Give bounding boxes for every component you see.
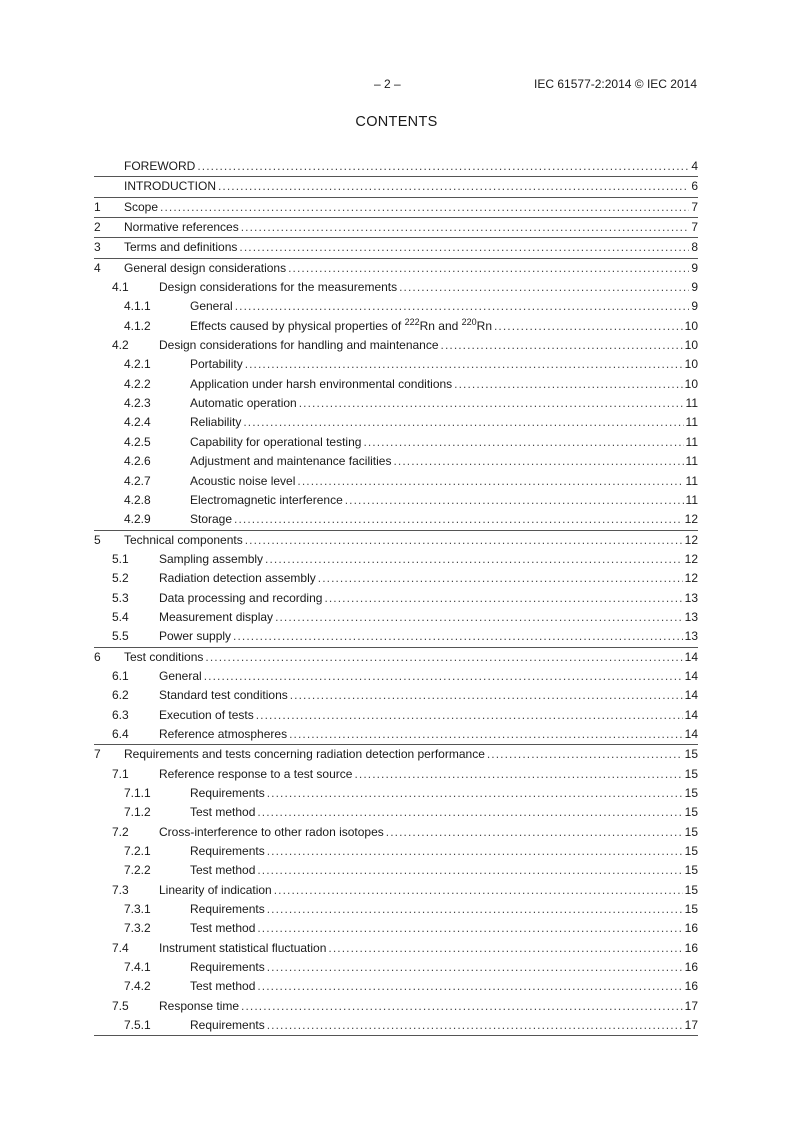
toc-entry-number: 6	[94, 649, 101, 664]
toc-entry-number: 7.4.1	[124, 960, 151, 975]
toc-entry-page: 13	[684, 629, 698, 644]
toc-entry[interactable]	[94, 452, 698, 471]
toc-entry-page: 17	[684, 998, 698, 1013]
toc-entry[interactable]	[94, 394, 698, 413]
toc-entry-label: Requirements	[190, 1018, 265, 1033]
toc-entry-page: 11	[685, 415, 698, 430]
toc-entry-label: Test conditions	[124, 649, 204, 664]
toc-entry-number: 7.1.1	[124, 786, 151, 800]
toc-entry-number: 5.3	[112, 590, 129, 605]
toc-entry-page: 16	[684, 979, 698, 994]
toc-entry[interactable]	[94, 881, 698, 900]
toc-entry-page: 11	[685, 434, 698, 449]
toc-entry[interactable]	[94, 589, 698, 608]
toc-entry-number: 4.2.1	[124, 357, 151, 372]
toc-entry-number: 4.2.6	[124, 454, 151, 469]
toc-entry-number: 4.2.2	[124, 376, 151, 391]
toc-entry-page: 10	[684, 318, 698, 333]
toc-entry[interactable]	[94, 531, 698, 550]
toc-entry-page: 15	[684, 844, 698, 859]
toc-entry[interactable]	[94, 297, 698, 316]
toc-entry-label: Terms and definitions	[124, 240, 238, 255]
toc-entry-label: Test method	[190, 863, 256, 878]
toc-entry-label: Requirements	[190, 844, 265, 859]
toc-dot-leader	[239, 238, 689, 257]
toc-entry-number: 5.1	[112, 551, 129, 566]
toc-entry-number: 4.2.5	[124, 434, 151, 449]
toc-entry-label: Reference response to a test source	[159, 766, 353, 781]
toc-dot-leader	[241, 218, 690, 237]
toc-dot-leader	[487, 745, 683, 764]
toc-entry-page: 13	[684, 609, 698, 624]
toc-entry-number: 6.1	[112, 668, 129, 683]
toc-entry[interactable]	[94, 510, 698, 530]
toc-dot-leader	[218, 177, 689, 196]
toc-dot-leader	[290, 686, 683, 705]
superscript-mass-number: 222	[404, 316, 420, 327]
toc-dot-leader	[274, 881, 683, 900]
toc-entry-page: 12	[684, 512, 698, 527]
toc-entry-page: 10	[684, 338, 698, 353]
toc-entry-page: 14	[684, 707, 698, 722]
toc-dot-leader	[267, 900, 683, 919]
toc-entry-page: 11	[685, 454, 698, 469]
toc-entry[interactable]	[94, 842, 698, 861]
toc-entry[interactable]	[94, 218, 698, 238]
toc-entry-page: 15	[684, 824, 698, 839]
toc-dot-leader	[241, 997, 683, 1016]
toc-entry-label: Application under harsh environmental conditions	[190, 376, 453, 391]
toc-dot-leader	[318, 569, 683, 588]
toc-entry[interactable]	[94, 745, 698, 764]
toc-dot-leader	[393, 452, 683, 471]
toc-entry-number: 5.4	[112, 609, 129, 624]
toc-entry-page: 12	[684, 571, 698, 586]
toc-dot-leader	[205, 648, 682, 667]
toc-entry-label: Requirements	[190, 902, 265, 917]
toc-entry[interactable]	[94, 550, 698, 569]
toc-entry-page: 4	[691, 159, 698, 173]
toc-entry-number: 5.5	[112, 629, 129, 644]
toc-dot-leader	[204, 667, 683, 686]
toc-entry-number: 4.1	[112, 280, 129, 295]
toc-entry[interactable]	[94, 569, 698, 588]
toc-entry[interactable]	[94, 667, 698, 686]
toc-entry[interactable]	[94, 177, 698, 197]
page-number: – 2 –	[374, 77, 401, 91]
toc-entry-label: Sampling assembly	[159, 551, 264, 566]
toc-entry-number: 7.3.1	[124, 902, 151, 917]
toc-entry[interactable]	[94, 433, 698, 452]
toc-entry-label: Data processing and recording	[159, 590, 323, 605]
toc-entry[interactable]	[94, 803, 698, 822]
toc-entry[interactable]	[94, 861, 698, 880]
toc-entry-page: 16	[684, 940, 698, 955]
toc-entry-number: 7.5.1	[124, 1018, 151, 1033]
toc-dot-leader	[354, 765, 682, 784]
toc-entry-number: 4	[94, 260, 101, 275]
toc-entry[interactable]	[94, 706, 698, 725]
toc-entry-number: 2	[94, 220, 101, 235]
toc-entry-label: Storage	[190, 512, 233, 527]
toc-dot-leader	[494, 317, 683, 336]
toc-entry-label: Capability for operational testing	[190, 434, 362, 449]
toc-entry[interactable]	[94, 939, 698, 958]
toc-dot-leader	[288, 259, 689, 278]
toc-entry-page: 16	[684, 921, 698, 936]
toc-entry-number: 4.2.3	[124, 396, 151, 411]
toc-entry-label: FOREWORD	[124, 159, 196, 173]
toc-entry-page: 15	[684, 786, 698, 800]
toc-entry-label: Measurement display	[159, 609, 274, 624]
toc-dot-leader	[234, 510, 683, 529]
toc-entry-number: 7.1	[112, 766, 129, 781]
table-of-contents	[94, 157, 698, 1036]
toc-entry-page: 14	[684, 668, 698, 683]
toc-entry-label: Acoustic noise level	[190, 473, 296, 488]
toc-entry-number: 7.3.2	[124, 921, 151, 936]
toc-entry[interactable]	[94, 238, 698, 258]
toc-dot-leader	[160, 198, 689, 217]
toc-entry-label: Requirements and tests concerning radiation detection performance	[124, 747, 485, 762]
toc-entry-number: 7.2	[112, 824, 129, 839]
toc-dot-leader	[256, 706, 683, 725]
toc-entry-number: 7.4	[112, 940, 129, 955]
toc-entry[interactable]	[94, 784, 698, 803]
toc-entry[interactable]	[94, 472, 698, 491]
toc-entry-label: Normative references	[124, 220, 239, 235]
toc-entry-label: Requirements	[190, 960, 265, 975]
toc-entry-label: Reference atmospheres	[159, 726, 288, 741]
toc-dot-leader	[245, 355, 683, 374]
toc-entry-label: Radiation detection assembly	[159, 571, 316, 586]
toc-entry-number: 4.2.4	[124, 415, 151, 430]
toc-dot-leader	[275, 608, 683, 627]
toc-entry-number: 3	[94, 240, 101, 255]
toc-dot-leader	[197, 157, 689, 176]
toc-entry-label: Standard test conditions	[159, 688, 288, 703]
toc-dot-leader	[345, 491, 684, 510]
toc-entry-label: General	[159, 668, 202, 683]
toc-entry-page: 12	[684, 532, 698, 547]
toc-entry-number: 7.4.2	[124, 979, 151, 994]
toc-dot-leader	[363, 433, 683, 452]
toc-entry-number: 4.1.2	[124, 318, 151, 333]
toc-entry[interactable]	[94, 375, 698, 394]
toc-entry-label: Response time	[159, 998, 240, 1013]
toc-entry-page: 7	[691, 220, 698, 235]
toc-entry-number: 6.2	[112, 688, 129, 703]
toc-entry-number: 4.1.1	[124, 299, 151, 314]
toc-entry-label: Requirements	[190, 786, 265, 800]
toc-entry-label: INTRODUCTION	[124, 179, 216, 194]
toc-entry[interactable]	[94, 259, 698, 278]
toc-dot-leader	[297, 472, 683, 491]
toc-entry-label: Design considerations for the measurements	[159, 280, 398, 295]
toc-entry-page: 12	[684, 551, 698, 566]
toc-entry-page: 11	[685, 473, 698, 488]
toc-entry-label: Cross-interference to other radon isotopes	[159, 824, 384, 839]
toc-entry[interactable]	[94, 725, 698, 745]
toc-entry-number: 4.2.7	[124, 473, 151, 488]
toc-entry[interactable]	[94, 648, 698, 667]
toc-entry-label: Adjustment and maintenance facilities	[190, 454, 392, 469]
toc-entry-label: Test method	[190, 805, 256, 820]
toc-entry-number: 5.2	[112, 571, 129, 586]
toc-dot-leader	[265, 550, 683, 569]
toc-entry-page: 11	[685, 492, 698, 507]
toc-entry-page: 15	[684, 902, 698, 917]
toc-entry-page: 17	[684, 1018, 698, 1033]
toc-entry-page: 14	[684, 688, 698, 703]
toc-entry-number: 7.3	[112, 882, 129, 897]
toc-entry-page: 15	[684, 863, 698, 878]
toc-entry-label: Design considerations for handling and maintenance	[159, 338, 439, 353]
toc-dot-leader	[243, 413, 683, 432]
toc-entry-page: 15	[684, 805, 698, 820]
toc-entry-page: 6	[691, 179, 698, 194]
toc-entry-page: 15	[684, 747, 698, 762]
toc-entry-label: Electromagnetic interference	[190, 492, 343, 507]
toc-entry-number: 7.5	[112, 998, 129, 1013]
toc-entry[interactable]	[94, 491, 698, 510]
toc-entry-label: Technical components	[124, 532, 243, 547]
toc-entry-page: 15	[684, 882, 698, 897]
toc-entry[interactable]	[94, 413, 698, 432]
toc-dot-leader	[267, 958, 683, 977]
toc-entry-label: Automatic operation	[190, 396, 297, 411]
toc-dot-leader	[235, 297, 690, 316]
toc-entry-label: General design considerations	[124, 260, 287, 275]
document-reference: IEC 61577-2:2014 © IEC 2014	[534, 77, 697, 91]
toc-entry-page: 7	[691, 199, 698, 214]
toc-entry[interactable]	[94, 157, 698, 177]
toc-entry-number: 7.1.2	[124, 805, 151, 820]
toc-entry-number: 6.4	[112, 726, 129, 741]
toc-entry-number: 4.2.8	[124, 492, 151, 507]
toc-entry-page: 13	[684, 590, 698, 605]
toc-entry-page: 8	[691, 240, 698, 255]
toc-entry-label: Scope	[124, 199, 159, 214]
toc-entry-label: General	[190, 299, 233, 314]
toc-entry-label: Effects caused by physical properties of $^{222}$Rn and $^{220}$Rn	[190, 316, 492, 333]
toc-entry-page: 14	[684, 649, 698, 664]
toc-entry-page: 10	[684, 357, 698, 372]
toc-entry-page: 14	[684, 726, 698, 741]
toc-entry[interactable]	[94, 278, 698, 297]
toc-dot-leader	[267, 842, 683, 861]
toc-entry[interactable]	[94, 765, 698, 784]
toc-entry-page: 9	[691, 280, 698, 295]
toc-entry[interactable]	[94, 1016, 698, 1036]
toc-dot-leader	[289, 725, 683, 744]
toc-dot-leader	[299, 394, 684, 413]
toc-entry[interactable]	[94, 198, 698, 218]
toc-entry-number: 7.2.1	[124, 844, 151, 859]
toc-entry-number: 7	[94, 747, 101, 762]
toc-entry[interactable]	[94, 900, 698, 919]
toc-entry-page: 9	[691, 260, 698, 275]
toc-entry-label: Test method	[190, 921, 256, 936]
toc-dot-leader	[257, 977, 682, 996]
toc-entry-page: 15	[684, 766, 698, 781]
toc-dot-leader	[454, 375, 682, 394]
toc-entry-label: Linearity of indication	[159, 882, 272, 897]
toc-entry-page: 9	[691, 299, 698, 314]
toc-entry-number: 5	[94, 532, 101, 547]
toc-entry-number: 4.2.9	[124, 512, 151, 527]
toc-dot-leader	[257, 861, 682, 880]
toc-entry[interactable]	[94, 958, 698, 977]
toc-entry-page: 11	[685, 396, 698, 411]
toc-entry-label: Power supply	[159, 629, 232, 644]
toc-entry[interactable]	[94, 355, 698, 374]
toc-entry-label: Portability	[190, 357, 243, 372]
page-title: CONTENTS	[355, 114, 438, 130]
toc-entry[interactable]	[94, 997, 698, 1016]
toc-entry[interactable]	[94, 919, 698, 938]
toc-dot-leader	[267, 1016, 683, 1035]
toc-dot-leader	[245, 531, 683, 550]
toc-entry-number: 6.3	[112, 707, 129, 722]
toc-dot-leader	[328, 939, 682, 958]
toc-entry-label: Test method	[190, 979, 256, 994]
toc-dot-leader	[386, 823, 683, 842]
toc-entry-page: 16	[684, 960, 698, 975]
toc-entry-label: Execution of tests	[159, 707, 254, 722]
toc-entry-number: 7.2.2	[124, 863, 151, 878]
toc-dot-leader	[257, 919, 682, 938]
toc-entry-number: 1	[94, 199, 101, 214]
toc-dot-leader	[233, 627, 683, 646]
toc-entry-page: 10	[684, 376, 698, 391]
superscript-mass-number: 220	[461, 316, 477, 327]
toc-dot-leader	[399, 278, 689, 297]
toc-dot-leader	[257, 803, 682, 822]
toc-entry[interactable]	[94, 977, 698, 996]
toc-entry[interactable]	[94, 317, 698, 336]
toc-entry[interactable]	[94, 823, 698, 842]
toc-dot-leader	[324, 589, 682, 608]
toc-dot-leader	[441, 336, 683, 355]
toc-entry[interactable]	[94, 686, 698, 705]
toc-entry[interactable]	[94, 627, 698, 647]
toc-entry-label: Reliability	[190, 415, 242, 430]
toc-dot-leader	[267, 784, 683, 803]
toc-entry-label: Instrument statistical fluctuation	[159, 940, 327, 955]
toc-entry[interactable]	[94, 608, 698, 627]
toc-entry-number: 4.2	[112, 338, 129, 353]
toc-entry[interactable]	[94, 336, 698, 355]
